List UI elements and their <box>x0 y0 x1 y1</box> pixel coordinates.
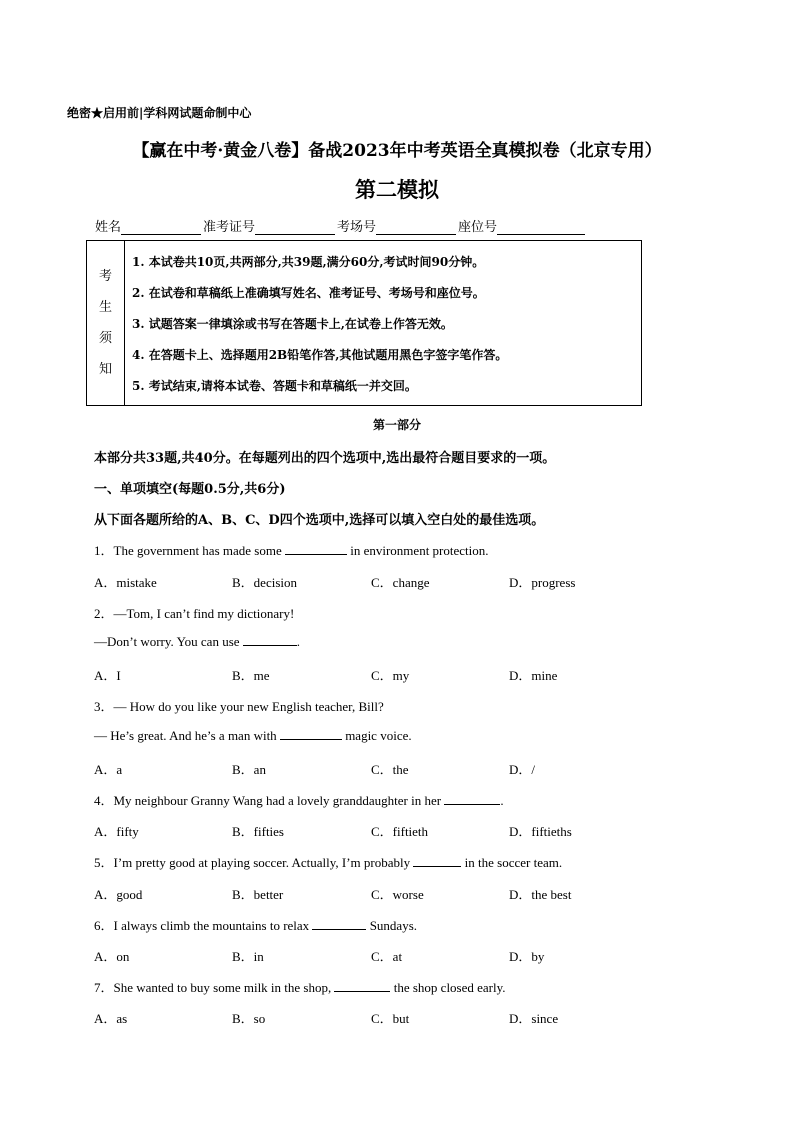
section-title: 一、单项填空(每题0.5分,共6分) <box>94 482 286 497</box>
option-c[interactable]: C．the <box>371 762 409 777</box>
name-field[interactable] <box>121 222 201 235</box>
option-b[interactable]: B．me <box>232 668 270 683</box>
confidential-label: 绝密★启用前|学科网试题命制中心 <box>67 106 252 120</box>
notice-item: 3. 试题答案一律填涂或书写在答题卡上,在试卷上作答无效。 <box>132 317 453 331</box>
question-text: 1．The government has made some <box>94 543 282 558</box>
exam-room-field[interactable] <box>376 222 456 235</box>
option-d[interactable]: D．since <box>509 1011 559 1026</box>
question-4 <box>94 790 504 809</box>
notice-item: 1. 本试卷共10页,共两部分,共39题,满分60分,考试时间90分钟。 <box>132 255 485 269</box>
option-a[interactable]: A．as <box>94 1011 128 1026</box>
part-intro: 本部分共33题,共40分。在每题列出的四个选项中,选出最符合题目要求的一项。 <box>94 451 556 466</box>
answer-blank[interactable] <box>413 855 461 867</box>
section-instruction: 从下面各题所给的A、B、C、D四个选项中,选择可以填入空白处的最佳选项。 <box>94 513 545 528</box>
question-text: 7．She wanted to buy some milk in the shop, <box>94 980 332 995</box>
seat-number-field[interactable] <box>497 222 585 235</box>
option-b[interactable]: B．fifties <box>232 824 284 839</box>
option-d[interactable]: D．/ <box>509 762 536 777</box>
question-text: 6．I always climb the mountains to relax <box>94 918 310 933</box>
question-text: 4．My neighbour Granny Wang had a lovely granddaughter in her <box>94 793 442 808</box>
seat-number-label: 座位号 <box>458 220 498 235</box>
notice-heading-char: 须 <box>98 331 112 346</box>
question-7 <box>94 977 506 996</box>
option-a[interactable]: A．good <box>94 887 143 902</box>
question-text: in the soccer team. <box>464 855 563 870</box>
option-a[interactable]: A．fifty <box>94 824 139 839</box>
question-1 <box>94 540 489 559</box>
question-text: the shop closed early. <box>393 980 506 995</box>
part-title: 第一部分 <box>372 418 421 432</box>
option-d[interactable]: D．by <box>509 949 545 964</box>
option-d[interactable]: D．progress <box>509 575 576 590</box>
option-b[interactable]: B．an <box>232 762 266 777</box>
question-text: . <box>296 634 301 649</box>
question-text: magic voice. <box>345 728 412 743</box>
admission-number-field[interactable] <box>255 222 335 235</box>
notice-heading <box>87 241 125 405</box>
option-b[interactable]: B．so <box>232 1011 266 1026</box>
question-3-reply <box>94 728 412 744</box>
question-text: —Don’t worry. You can use <box>94 634 240 649</box>
answer-blank[interactable] <box>334 980 390 992</box>
question-4-options <box>94 821 694 839</box>
question-1-options <box>94 572 694 590</box>
option-a[interactable]: A．I <box>94 668 121 683</box>
option-c[interactable]: C．but <box>371 1011 410 1026</box>
option-c[interactable]: C．fiftieth <box>371 824 429 839</box>
question-2-reply <box>94 634 300 650</box>
option-d[interactable]: D．mine <box>509 668 558 683</box>
question-text: in environment protection. <box>350 543 489 558</box>
option-a[interactable]: A．a <box>94 762 123 777</box>
option-c[interactable]: C．change <box>371 575 430 590</box>
answer-blank[interactable] <box>285 543 347 555</box>
question-3-options <box>94 759 694 777</box>
candidate-info-fields <box>95 216 587 235</box>
question-text: Sundays. <box>369 918 417 933</box>
notice-item: 4. 在答题卡上、选择题用2B铅笔作答,其他试题用黑色字签字笔作答。 <box>132 348 508 362</box>
option-a[interactable]: A．on <box>94 949 130 964</box>
option-b[interactable]: B．in <box>232 949 264 964</box>
notice-heading-char: 考 <box>98 269 112 284</box>
option-d[interactable]: D．the best <box>509 887 572 902</box>
question-5-options <box>94 884 694 902</box>
answer-blank[interactable] <box>243 634 297 646</box>
option-b[interactable]: B．better <box>232 887 284 902</box>
answer-blank[interactable] <box>312 918 366 930</box>
question-text: 5．I’m pretty good at playing soccer. Actually, I’m probably <box>94 855 411 870</box>
notice-heading-char: 知 <box>98 362 112 377</box>
question-3: 3．— How do you like your new English teacher, Bill? <box>94 699 384 714</box>
option-b[interactable]: B．decision <box>232 575 297 590</box>
question-6 <box>94 915 417 934</box>
exam-room-label: 考场号 <box>337 220 377 235</box>
exam-title: 【赢在中考·黄金八卷】备战2023年中考英语全真模拟卷（北京专用） <box>132 141 662 161</box>
notice-item: 2. 在试卷和草稿纸上准确填写姓名、准考证号、考场号和座位号。 <box>132 286 485 300</box>
option-c[interactable]: C．my <box>371 668 410 683</box>
question-7-options <box>94 1008 694 1026</box>
question-text: . <box>500 793 504 808</box>
question-6-options <box>94 946 694 964</box>
answer-blank[interactable] <box>444 793 500 805</box>
notice-item: 5. 考试结束,请将本试卷、答题卡和草稿纸一并交回。 <box>132 379 417 393</box>
question-2: 2．—Tom, I can’t find my dictionary! <box>94 606 295 621</box>
option-d[interactable]: D．fiftieths <box>509 824 572 839</box>
notice-items <box>125 241 641 405</box>
name-label: 姓名 <box>95 220 122 235</box>
admission-number-label: 准考证号 <box>203 220 256 235</box>
option-c[interactable]: C．at <box>371 949 403 964</box>
option-a[interactable]: A．mistake <box>94 575 157 590</box>
option-c[interactable]: C．worse <box>371 887 424 902</box>
notice-heading-char: 生 <box>98 300 112 315</box>
question-2-options <box>94 665 694 683</box>
exam-notice-box <box>86 240 642 406</box>
question-5 <box>94 852 562 871</box>
question-text: — He’s great. And he’s a man with <box>94 728 277 743</box>
exam-subtitle: 第二模拟 <box>355 177 439 202</box>
answer-blank[interactable] <box>280 728 342 740</box>
